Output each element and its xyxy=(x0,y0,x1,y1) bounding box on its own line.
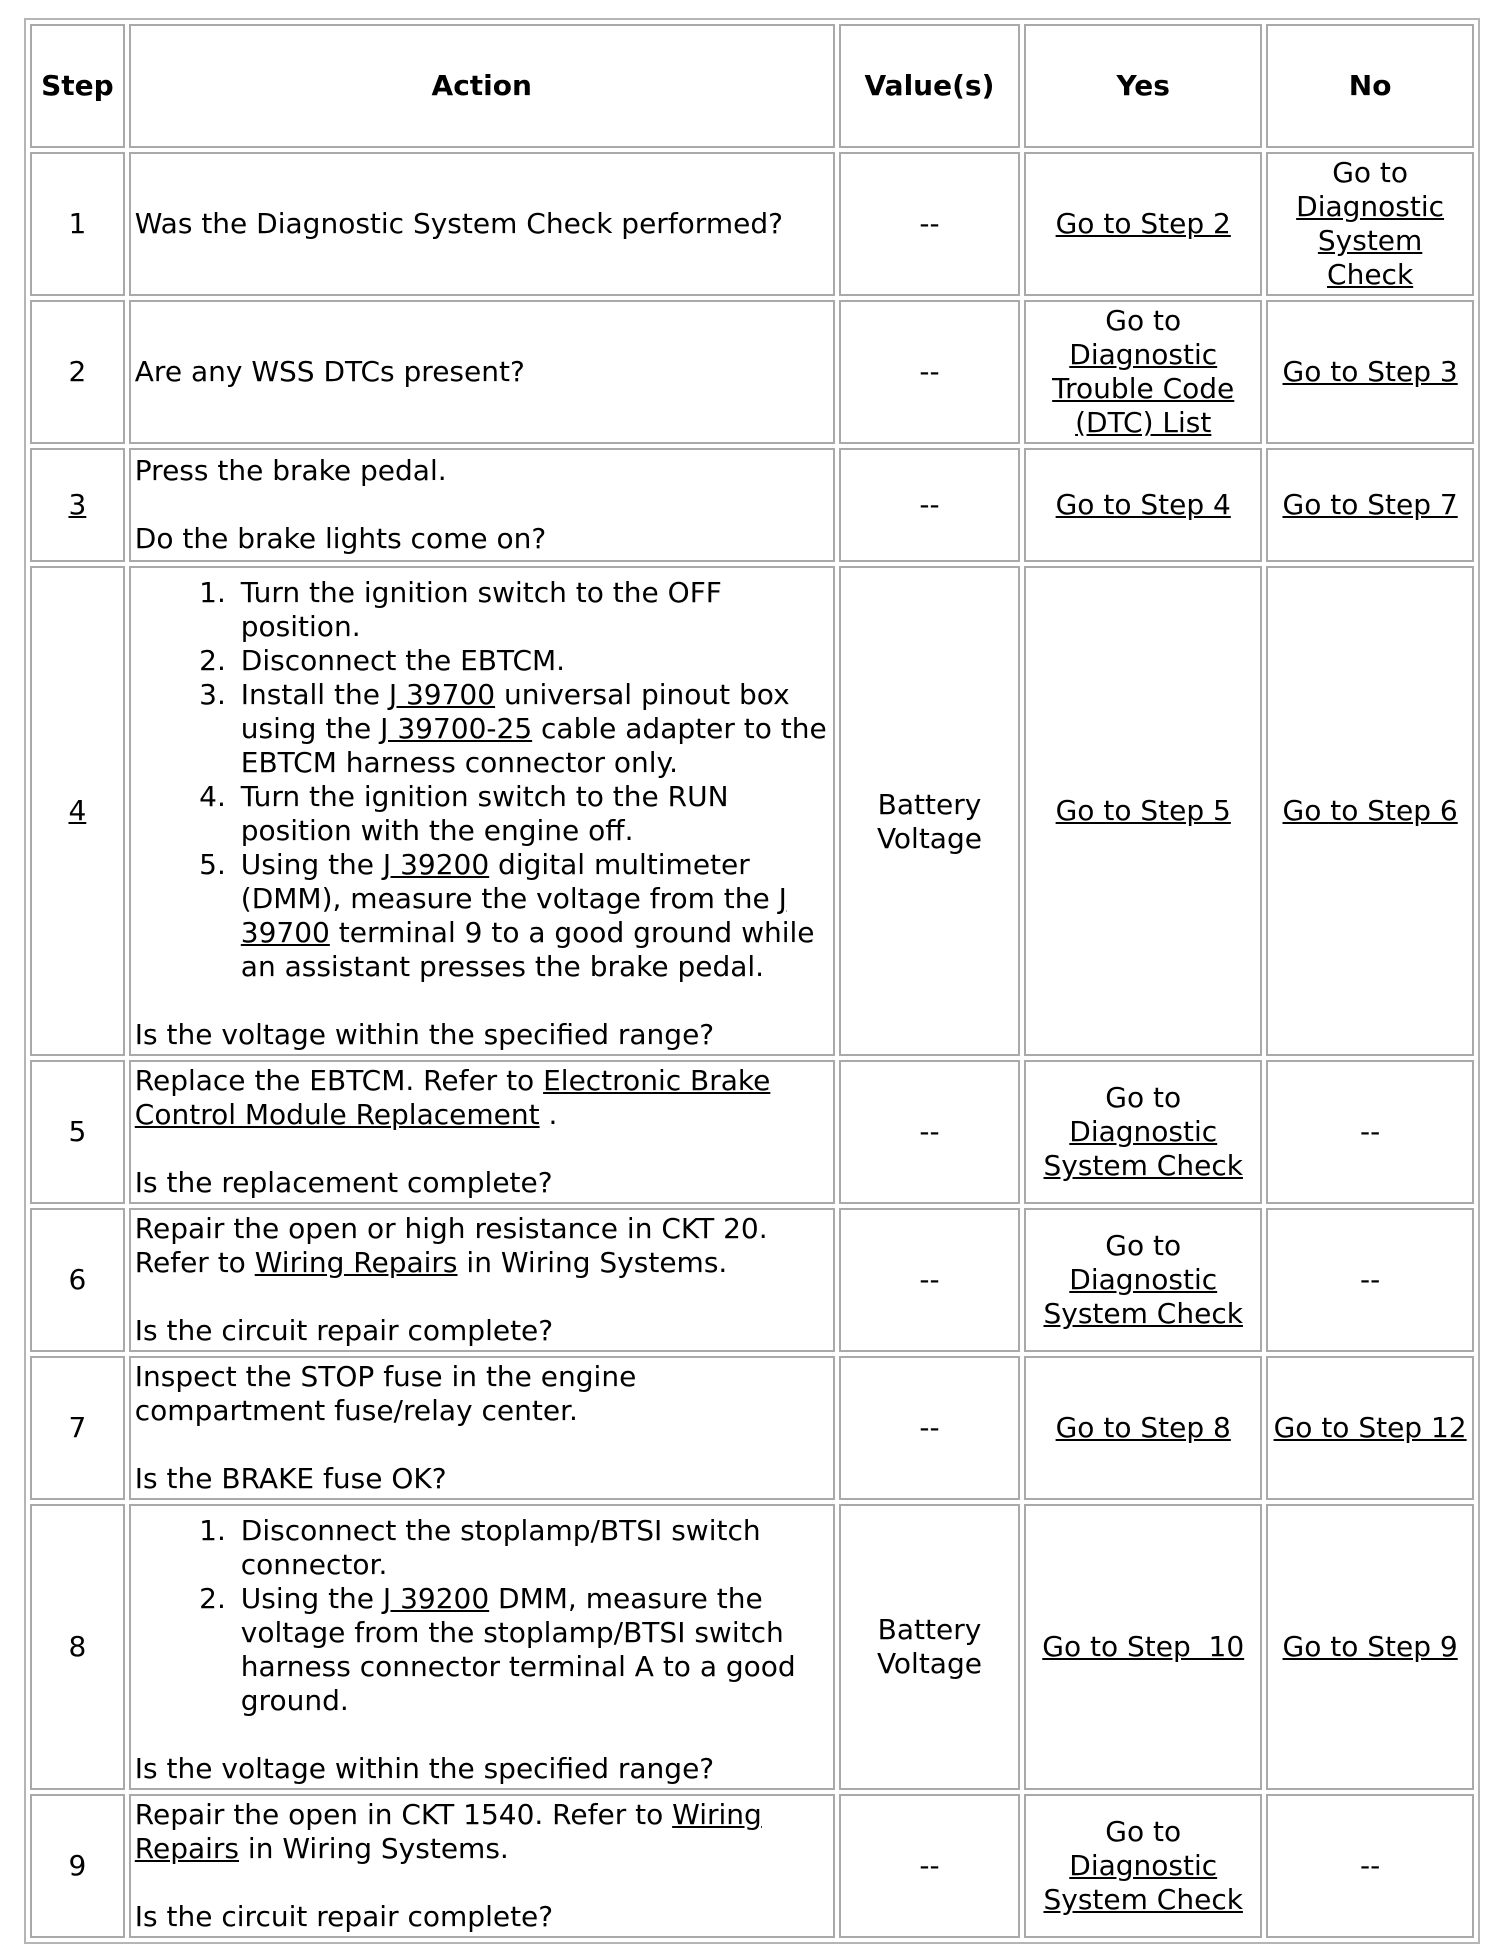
go-to-step-2-link[interactable]: Go to Step 2 xyxy=(1055,207,1231,240)
diagnostic-system-check-link[interactable]: Diagnostic System Check xyxy=(1043,1115,1243,1182)
list-text: Install the xyxy=(240,678,389,711)
yes-cell xyxy=(1024,448,1262,562)
no-cell xyxy=(1266,300,1474,444)
no-cell: -- xyxy=(1266,1060,1474,1204)
yes-cell xyxy=(1024,1356,1262,1500)
yes-prefix: Go to xyxy=(1105,304,1182,337)
action-text xyxy=(135,1798,829,1866)
action-cell xyxy=(129,566,835,1056)
action-text: Was the Diagnostic System Check performed? xyxy=(134,207,783,240)
list-item: 2. Disconnect the EBTCM. xyxy=(235,644,829,678)
step-number: 2 xyxy=(30,300,125,444)
no-prefix: Go to xyxy=(1332,156,1409,189)
diagnostic-system-check-link[interactable]: Diagnostic System Check xyxy=(1296,190,1445,291)
no-cell: -- xyxy=(1266,1794,1474,1938)
action-part: in Wiring Systems. xyxy=(239,1832,509,1865)
go-to-step-4-link[interactable]: Go to Step 4 xyxy=(1055,488,1231,521)
yes-cell xyxy=(1024,1060,1262,1204)
table-row xyxy=(30,300,1474,444)
go-to-step-6-link[interactable]: Go to Step 6 xyxy=(1282,794,1458,827)
action-text xyxy=(135,1064,829,1132)
go-to-step-5-link[interactable]: Go to Step 5 xyxy=(1055,794,1231,827)
action-part: Repair the open or high resistance in CKT 20. Refer to xyxy=(134,1212,768,1279)
action-part: Replace the EBTCM. Refer to xyxy=(134,1064,544,1097)
no-cell xyxy=(1266,1504,1474,1790)
list-item: 4. Turn the ignition switch to the RUN position with the engine off. xyxy=(235,780,829,848)
yes-cell xyxy=(1024,152,1262,296)
ebcm-replacement-link[interactable]: Electronic Brake Control Module Replacement xyxy=(134,1064,771,1131)
yes-cell xyxy=(1024,1208,1262,1352)
go-to-step-12-link[interactable]: Go to Step 12 xyxy=(1273,1411,1467,1444)
action-cell xyxy=(129,1794,835,1938)
step-number xyxy=(30,448,125,562)
action-cell xyxy=(129,448,835,562)
action-question: Is the voltage within the specified range? xyxy=(134,1018,715,1051)
wiring-repairs-link[interactable]: Wiring Repairs xyxy=(134,1798,762,1865)
diagnostic-system-check-link[interactable]: Diagnostic System Check xyxy=(1043,1849,1243,1916)
go-to-step-8-link[interactable]: Go to Step 8 xyxy=(1055,1411,1231,1444)
value-cell: -- xyxy=(839,1794,1021,1938)
step-number: 1 xyxy=(30,152,125,296)
list-text: DMM, measure the voltage from the stoplamp/BTSI switch harness connector terminal A to a good ground. xyxy=(240,1582,796,1717)
no-cell: -- xyxy=(1266,1208,1474,1352)
step-4-link[interactable]: 4 xyxy=(68,794,87,827)
j-39200-link[interactable]: J 39200 xyxy=(382,1582,490,1615)
header-step: Step xyxy=(30,24,125,148)
dtc-list-link[interactable]: Diagnostic Trouble Code (DTC) List xyxy=(1052,338,1235,439)
yes-prefix: Go to xyxy=(1105,1815,1182,1848)
step-number: 7 xyxy=(30,1356,125,1500)
action-part: . xyxy=(539,1098,558,1131)
yes-cell xyxy=(1024,300,1262,444)
step-number: 8 xyxy=(30,1504,125,1790)
procedure-list xyxy=(135,1514,829,1718)
yes-cell xyxy=(1024,566,1262,1056)
table-row xyxy=(30,566,1474,1056)
step-number: 9 xyxy=(30,1794,125,1938)
table-row xyxy=(30,1060,1474,1204)
list-item xyxy=(235,848,829,984)
table-row xyxy=(30,448,1474,562)
go-to-step-10-link[interactable]: Go to Step 10 xyxy=(1042,1630,1245,1663)
action-part: in Wiring Systems. xyxy=(457,1246,728,1279)
action-question: Do the brake lights come on? xyxy=(134,522,547,555)
table-row xyxy=(30,1356,1474,1500)
list-text: digital multimeter (DMM), measure the voltage from the xyxy=(240,848,779,915)
header-values: Value(s) xyxy=(839,24,1021,148)
list-item xyxy=(235,1582,829,1718)
value-cell: -- xyxy=(839,1208,1021,1352)
step-number: 6 xyxy=(30,1208,125,1352)
go-to-step-3-link[interactable]: Go to Step 3 xyxy=(1282,355,1458,388)
action-text xyxy=(135,1212,829,1280)
list-item: 1. Turn the ignition switch to the OFF position. xyxy=(235,576,829,644)
go-to-step-9-link[interactable]: Go to Step 9 xyxy=(1282,1630,1458,1663)
step-number xyxy=(30,566,125,1056)
header-action: Action xyxy=(129,24,835,148)
table-row xyxy=(30,1794,1474,1938)
action-cell xyxy=(129,300,835,444)
action-question: Is the circuit repair complete? xyxy=(134,1314,554,1347)
value-cell: -- xyxy=(839,152,1021,296)
action-question: Is the circuit repair complete? xyxy=(134,1900,554,1933)
value-cell: -- xyxy=(839,448,1021,562)
action-cell xyxy=(129,152,835,296)
value-cell: -- xyxy=(839,1060,1021,1204)
value-cell: Battery Voltage xyxy=(839,1504,1021,1790)
diagnostic-system-check-link[interactable]: Diagnostic System Check xyxy=(1043,1263,1243,1330)
action-cell xyxy=(129,1356,835,1500)
list-text: terminal 9 to a good ground while an assistant presses the brake pedal. xyxy=(240,916,815,983)
go-to-step-7-link[interactable]: Go to Step 7 xyxy=(1282,488,1458,521)
list-text: Using the xyxy=(240,1582,383,1615)
action-text: Press the brake pedal. xyxy=(134,454,447,487)
step-number: 5 xyxy=(30,1060,125,1204)
yes-cell xyxy=(1024,1794,1262,1938)
step-3-link[interactable]: 3 xyxy=(68,488,87,521)
wiring-repairs-link[interactable]: Wiring Repairs xyxy=(254,1246,458,1279)
header-row xyxy=(30,24,1474,148)
j-39700-25-link[interactable]: J 39700-25 xyxy=(380,712,533,745)
yes-prefix: Go to xyxy=(1105,1081,1182,1114)
value-cell: Battery Voltage xyxy=(839,566,1021,1056)
yes-cell xyxy=(1024,1504,1262,1790)
list-text: Using the xyxy=(240,848,383,881)
procedure-list xyxy=(135,576,829,984)
no-cell xyxy=(1266,566,1474,1056)
list-item xyxy=(235,678,829,780)
action-text: Are any WSS DTCs present? xyxy=(134,355,525,388)
action-question: Is the replacement complete? xyxy=(134,1166,553,1199)
list-text: cable adapter to the EBTCM harness connector only. xyxy=(240,712,827,779)
action-text: Inspect the STOP fuse in the engine compartment fuse/relay center. xyxy=(134,1360,637,1427)
value-cell: -- xyxy=(839,300,1021,444)
value-cell: -- xyxy=(839,1356,1021,1500)
yes-prefix: Go to xyxy=(1105,1229,1182,1262)
no-cell xyxy=(1266,152,1474,296)
no-cell xyxy=(1266,448,1474,562)
action-cell xyxy=(129,1208,835,1352)
action-question: Is the BRAKE fuse OK? xyxy=(134,1462,447,1495)
j-39700-link[interactable]: J 39700 xyxy=(388,678,496,711)
diagnostic-table-container xyxy=(24,18,1480,1944)
action-question: Is the voltage within the specified range? xyxy=(134,1752,715,1785)
j-39700-link[interactable]: J 39700 xyxy=(240,882,787,949)
list-text: universal pinout box using the xyxy=(240,678,790,745)
action-part: Repair the open in CKT 1540. Refer to xyxy=(134,1798,673,1831)
list-item: 1. Disconnect the stoplamp/BTSI switch connector. xyxy=(235,1514,829,1582)
table-row xyxy=(30,1208,1474,1352)
table-row xyxy=(30,152,1474,296)
header-yes: Yes xyxy=(1024,24,1262,148)
j-39200-link[interactable]: J 39200 xyxy=(382,848,490,881)
diagnostic-table xyxy=(24,18,1480,1944)
action-cell xyxy=(129,1504,835,1790)
action-cell xyxy=(129,1060,835,1204)
header-no: No xyxy=(1266,24,1474,148)
no-cell xyxy=(1266,1356,1474,1500)
table-row xyxy=(30,1504,1474,1790)
